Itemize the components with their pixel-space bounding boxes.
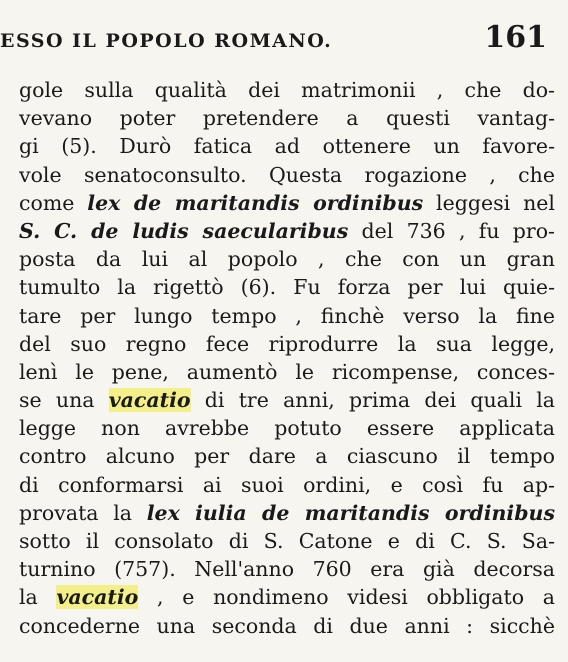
text-run: di conformarsi ai suoi ordini, e così fu ap- [19,472,555,497]
text-run: del suo regno fece riprodurre la sua legge, [19,331,555,356]
text-line [19,358,555,386]
text-run: tumulto la rigettò (6). Fu forza per lui quie- [19,275,555,300]
text-run: posta da lui al popolo , che con un gran [19,247,555,272]
text-run: gole sulla qualità dei matrimonii , che do- [19,78,555,102]
body-text [19,76,555,640]
text-line [19,612,555,640]
text-run: vole senatoconsulto. Questa rogazione , che [19,162,555,187]
running-head: ESSO IL POPOLO ROMANO. [0,30,333,52]
text-run: come [19,190,88,215]
text-line [19,583,555,611]
text-line [19,161,555,189]
text-run: contro alcuno per dare a ciascuno il tempo [19,444,555,469]
text-line [19,330,555,358]
text-run: lenì le pene, aumentò le ricompense, conces- [19,359,555,384]
italic-term: lex de maritandis ordinibus [87,190,424,215]
highlighted-term: vacatio [56,585,139,610]
page-number: 161 [484,20,547,55]
text-run: turnino (757). Nell'anno 760 era già decorsa [19,557,555,582]
text-line [19,442,555,470]
text-run: concederne una seconda di due anni : sicchè [19,613,555,638]
text-line [19,189,555,217]
text-line [19,273,555,301]
text-line [19,104,555,132]
text-run: tare per lungo tempo , finchè verso la fine [19,303,555,328]
text-line [19,132,555,160]
text-run: di tre anni, prima dei quali la [190,388,555,413]
text-line [19,302,555,330]
text-line [19,555,555,583]
text-run: legge non avrebbe potuto essere applicata [19,416,555,441]
text-line [19,76,555,104]
text-run: leggesi nel [423,190,555,215]
text-line [19,471,555,499]
text-run: se una [19,388,109,413]
text-run: gi (5). Durò fatica ad ottenere un favore- [19,134,555,159]
text-line [19,414,555,442]
text-run: sotto il consolato di S. Catone e di C. S. Sa- [19,529,555,553]
italic-term: S. C. de ludis saecularibus [19,218,349,243]
italic-term: lex iulia de maritandis ordinibus [146,500,555,525]
page-header [0,20,555,60]
text-run: provata la [19,500,147,525]
text-run: vevano poter pretendere a questi vantag- [19,106,555,131]
text-run: la [19,585,57,610]
text-run: del 736 , fu pro- [348,218,555,243]
text-line [19,245,555,273]
text-line [19,386,555,414]
text-line [19,499,555,527]
text-line [19,527,555,555]
text-line [19,217,555,245]
text-run: , e nondimeno videsi obbligato a [138,585,555,610]
cut-off-line [19,654,555,662]
highlighted-term: vacatio [108,388,191,413]
